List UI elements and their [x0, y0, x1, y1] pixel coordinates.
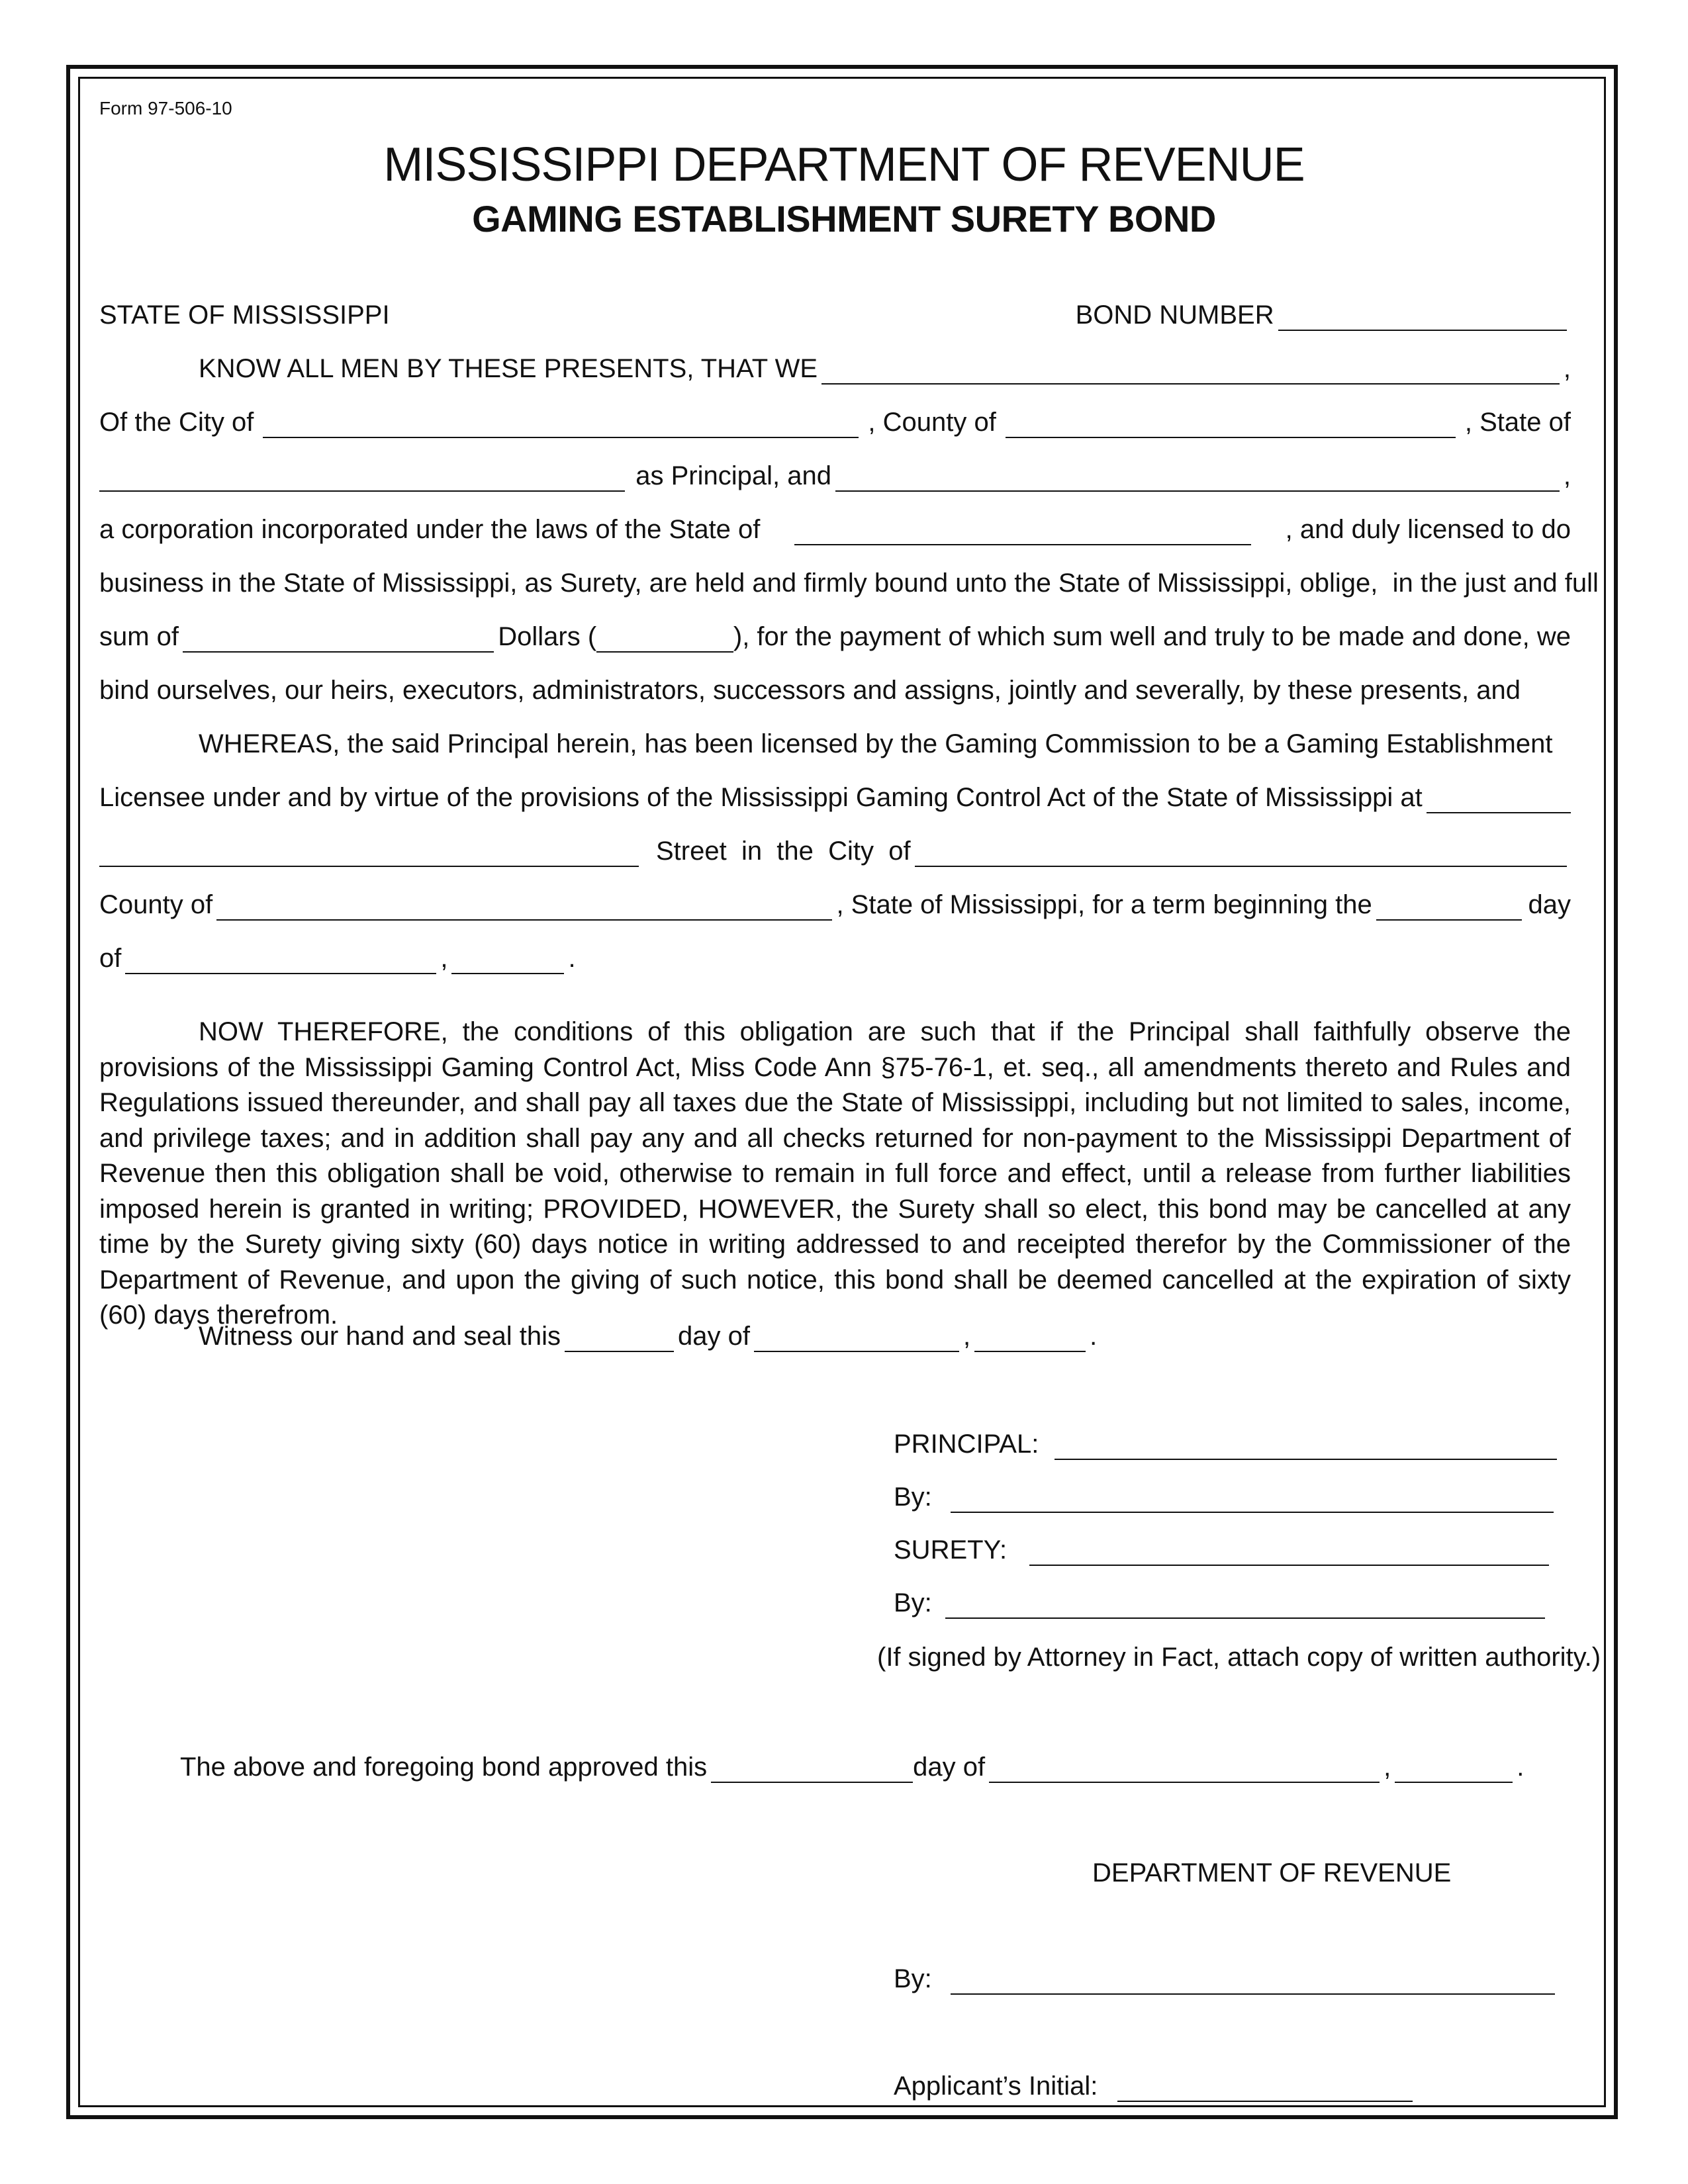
- street-number-field[interactable]: [1427, 790, 1571, 813]
- witness-year-field[interactable]: [974, 1328, 1086, 1352]
- city-county-row: [99, 406, 1571, 438]
- department-by-row: [894, 1963, 1559, 1995]
- corporation-text: a corporation incorporated under the laws of the State of: [99, 515, 761, 544]
- surety-signature-field[interactable]: [1029, 1542, 1549, 1566]
- witness-day-field[interactable]: [565, 1328, 674, 1352]
- bond-number-label: BOND NUMBER: [1075, 300, 1274, 330]
- approval-day-of-label: day of: [913, 1752, 986, 1782]
- day-label: day: [1528, 890, 1571, 919]
- of-label: of: [99, 944, 122, 973]
- comma: ,: [440, 944, 448, 973]
- term-day-field[interactable]: [1376, 897, 1522, 921]
- form-number: Form 97-506-10: [99, 98, 232, 118]
- surety-name-field[interactable]: [835, 468, 1560, 492]
- comma: ,: [1563, 354, 1571, 383]
- whereas-text: WHEREAS, the said Principal herein, has been licensed by the Gaming Commission to be a Gaming Establishment: [199, 729, 1553, 758]
- establishment-city-field[interactable]: [915, 843, 1567, 867]
- county-term-row: [99, 889, 1571, 921]
- sum-words-field[interactable]: [183, 629, 494, 653]
- surety-state-field[interactable]: [794, 522, 1251, 545]
- dollars-open: Dollars (: [498, 622, 597, 651]
- comma: ,: [1383, 1752, 1391, 1782]
- know-all-men-text: KNOW ALL MEN BY THESE PRESENTS, THAT WE: [199, 354, 818, 383]
- principal-by-row: [894, 1481, 1558, 1513]
- street-name-field[interactable]: [99, 843, 639, 867]
- surety-by-row: [894, 1587, 1549, 1619]
- surety-by-field[interactable]: [945, 1595, 1545, 1619]
- state-bond-row: [99, 299, 1571, 331]
- period: .: [1517, 1752, 1524, 1782]
- whereas-row: [99, 728, 1571, 760]
- principal-by-field[interactable]: [951, 1489, 1554, 1513]
- principal-name-field[interactable]: [821, 361, 1560, 385]
- business-row: [99, 567, 1599, 599]
- term-text: , State of Mississippi, for a term beginning the: [836, 890, 1372, 919]
- county-start-label: County of: [99, 890, 213, 919]
- bind-text: bind ourselves, our heirs, executors, administrators, successors and assigns, jointly and severally, by these presents, and: [99, 676, 1521, 705]
- applicant-initial-row: [894, 2070, 1417, 2102]
- period: .: [568, 944, 576, 973]
- surety-signature-row: [894, 1534, 1553, 1566]
- sum-row: [99, 621, 1571, 653]
- approval-month-field[interactable]: [989, 1759, 1380, 1783]
- state-label: STATE OF MISSISSIPPI: [99, 300, 390, 330]
- principal-state-field[interactable]: [99, 468, 625, 492]
- business-text: business in the State of Mississippi, as Surety, are held and firmly bound unto the State of Mississippi, oblige, in the just and full: [99, 569, 1599, 598]
- street-city-row: [99, 835, 1571, 867]
- applicant-initial-label: Applicant’s Initial:: [894, 2071, 1098, 2101]
- attorney-note: (If signed by Attorney in Fact, attach copy of written authority.): [877, 1643, 1601, 1672]
- sum-figures-field[interactable]: [596, 629, 733, 653]
- term-year-field[interactable]: [451, 950, 564, 974]
- county-label: , County of: [868, 408, 996, 437]
- now-therefore-paragraph: NOW THEREFORE, the conditions of this obligation are such that if the Principal shall faithfully observe the provisions of the Mississippi Gaming Control Act, Miss Code Ann §75-76-1, et. seq., all amendments thereto and Rules and Regulations issued thereunder, and shall pay all taxes due the State of Mississippi, including but not limited to sales, income, and privilege taxes; and in addition shall pay any and all checks returned for non-payment to the Mississippi Department of Revenue then this obligation shall be void, otherwise to remain in full force and effect, until a release from further liabilities imposed herein is granted in writing; PROVIDED, HOWEVER, the Surety shall so elect, this bond may be cancelled at any time by the Surety giving sixty (60) days notice in writing addressed to and receipted therefor by the Commissioner of the Department of Revenue, and upon the giving of such notice, this bond shall be deemed cancelled at the expiration of sixty (60) days therefrom.: [99, 1017, 1571, 1330]
- approval-row: [180, 1751, 1570, 1783]
- approved-text: The above and foregoing bond approved this: [180, 1752, 708, 1782]
- bond-number-field[interactable]: [1278, 307, 1567, 331]
- principal-label: PRINCIPAL:: [894, 1430, 1039, 1459]
- approval-day-field[interactable]: [711, 1759, 913, 1783]
- witness-text: Witness our hand and seal this: [199, 1322, 561, 1351]
- department-by-field[interactable]: [951, 1971, 1555, 1995]
- surety-label: SURETY:: [894, 1535, 1008, 1565]
- principal-county-field[interactable]: [1006, 414, 1456, 438]
- principal-surety-row: [99, 460, 1571, 492]
- by-label: By:: [894, 1482, 932, 1512]
- witness-row: [99, 1320, 1571, 1352]
- term-month-row: [99, 942, 1571, 974]
- as-principal-label: as Principal, and: [635, 461, 831, 490]
- page-subtitle: GAMING ESTABLISHMENT SURETY BOND: [472, 198, 1216, 240]
- duly-licensed-text: , and duly licensed to do: [1285, 515, 1571, 544]
- sum-of-label: sum of: [99, 622, 179, 651]
- licensee-text: Licensee under and by virtue of the provisions of the Mississippi Gaming Control Act of the State of Mississippi at: [99, 783, 1423, 812]
- principal-signature-field[interactable]: [1055, 1436, 1557, 1460]
- comma: ,: [1563, 461, 1571, 490]
- city-label: Of the City of: [99, 408, 254, 437]
- street-city-label: Street in the City of: [656, 837, 911, 866]
- bind-row: [99, 674, 1571, 706]
- licensee-row: [99, 782, 1571, 813]
- page-title: MISSISSIPPI DEPARTMENT OF REVENUE: [383, 138, 1305, 191]
- period: .: [1090, 1322, 1098, 1351]
- department-label: DEPARTMENT OF REVENUE: [1092, 1858, 1452, 1888]
- know-all-men-row: [99, 353, 1571, 385]
- by-label: By:: [894, 1964, 932, 1993]
- day-of-label: day of: [677, 1322, 750, 1351]
- approval-year-field[interactable]: [1395, 1759, 1513, 1783]
- by-label: By:: [894, 1588, 932, 1617]
- principal-signature-row: [894, 1428, 1561, 1460]
- term-month-field[interactable]: [125, 950, 436, 974]
- dollars-close: ), for the payment of which sum well and truly to be made and done, we: [733, 622, 1571, 651]
- state-of-label: , State of: [1464, 408, 1571, 437]
- corporation-row: [99, 514, 1571, 545]
- witness-month-field[interactable]: [754, 1328, 959, 1352]
- comma: ,: [962, 1322, 971, 1351]
- applicant-initial-field[interactable]: [1117, 2078, 1413, 2102]
- principal-city-field[interactable]: [263, 414, 859, 438]
- establishment-county-field[interactable]: [216, 897, 832, 921]
